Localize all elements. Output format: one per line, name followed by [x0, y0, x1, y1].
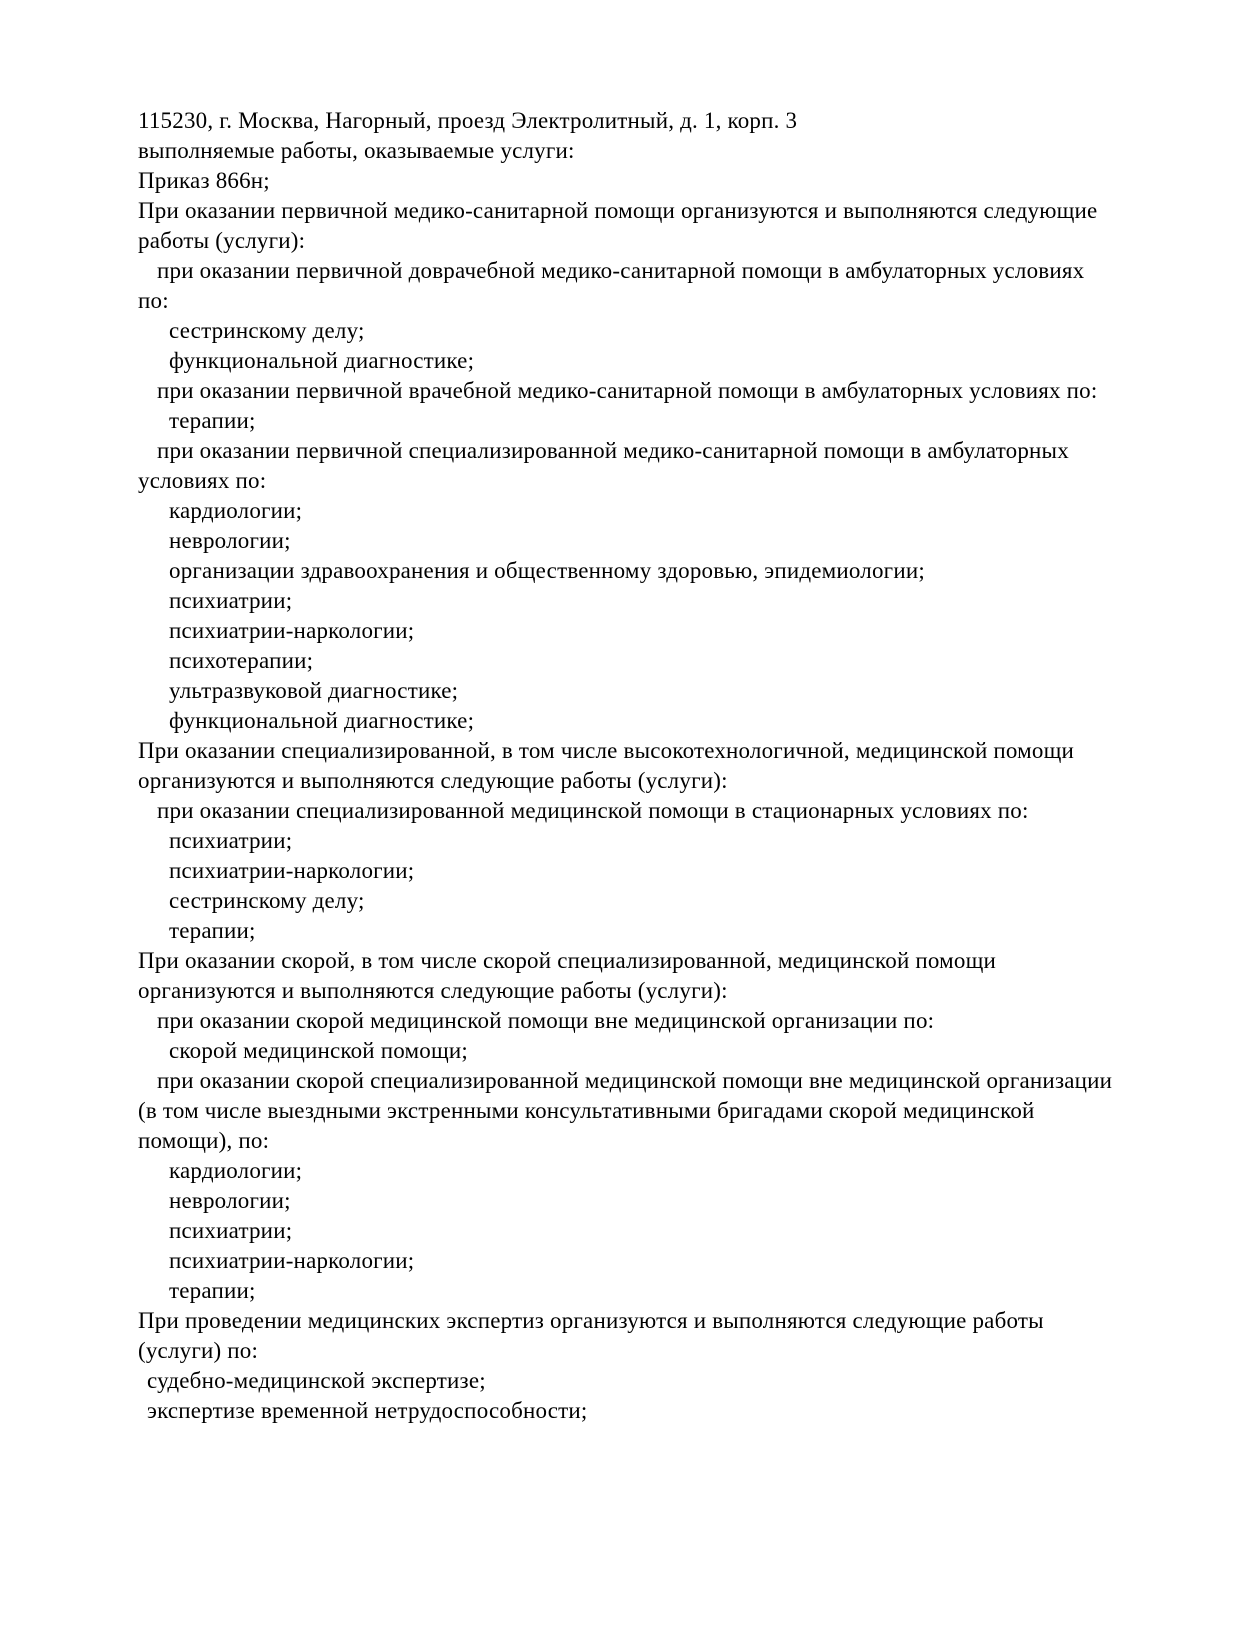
- text-line: При оказании специализированной, в том числе высокотехнологичной, медицинской помощи: [138, 738, 1075, 763]
- text-line: кардиологии;: [169, 498, 303, 523]
- text-line: неврологии;: [169, 1188, 291, 1213]
- text-line: сестринскому делу;: [169, 318, 365, 343]
- text-line: при оказании скорой медицинской помощи вне медицинской организации по:: [157, 1008, 935, 1033]
- text-line: при оказании первичной специализированной медико-санитарной помощи в амбулаторных: [157, 438, 1069, 463]
- text-line: функциональной диагностике;: [169, 708, 475, 733]
- text-line: при оказании специализированной медицинской помощи в стационарных условиях по:: [157, 798, 1029, 823]
- text-line: психиатрии-наркологии;: [169, 858, 415, 883]
- text-line: судебно-медицинской экспертизе;: [147, 1368, 486, 1393]
- text-line: работы (услуги):: [138, 228, 306, 253]
- text-line: условиях по:: [138, 468, 267, 493]
- text-line: экспертизе временной нетрудоспособности;: [147, 1398, 588, 1423]
- text-line: психиатрии;: [169, 588, 293, 613]
- text-line: психотерапии;: [169, 648, 314, 673]
- text-line: при оказании первичной врачебной медико-санитарной помощи в амбулаторных условиях по:: [157, 378, 1098, 403]
- text-line: психиатрии;: [169, 828, 293, 853]
- text-line: сестринскому делу;: [169, 888, 365, 913]
- text-line: психиатрии;: [169, 1218, 293, 1243]
- text-line: терапии;: [169, 408, 256, 433]
- text-line: при оказании первичной доврачебной медико-санитарной помощи в амбулаторных условиях: [157, 258, 1085, 283]
- text-line: при оказании скорой специализированной медицинской помощи вне медицинской организации: [157, 1068, 1113, 1093]
- text-line: терапии;: [169, 1278, 256, 1303]
- text-line: 115230, г. Москва, Нагорный, проезд Электролитный, д. 1, корп. 3: [138, 108, 798, 133]
- text-line: организуются и выполняются следующие работы (услуги):: [138, 768, 728, 793]
- text-line: (услуги) по:: [138, 1338, 259, 1363]
- license-works-text: [138, 106, 1198, 1426]
- text-line: терапии;: [169, 918, 256, 943]
- text-line: Приказ 866н;: [138, 168, 270, 193]
- text-line: кардиологии;: [169, 1158, 303, 1183]
- text-line: помощи), по:: [138, 1128, 270, 1153]
- text-line: психиатрии-наркологии;: [169, 618, 415, 643]
- text-line: (в том числе выездными экстренными консультативными бригадами скорой медицинской: [138, 1098, 1035, 1123]
- text-line: организации здравоохранения и общественному здоровью, эпидемиологии;: [169, 558, 925, 583]
- text-line: При оказании первичной медико-санитарной помощи организуются и выполняются следующие: [138, 198, 1098, 223]
- text-line: скорой медицинской помощи;: [169, 1038, 468, 1063]
- text-line: ультразвуковой диагностике;: [169, 678, 459, 703]
- text-line: организуются и выполняются следующие работы (услуги):: [138, 978, 728, 1003]
- text-line: неврологии;: [169, 528, 291, 553]
- text-line: по:: [138, 288, 169, 313]
- text-line: выполняемые работы, оказываемые услуги:: [138, 138, 575, 163]
- text-line: психиатрии-наркологии;: [169, 1248, 415, 1273]
- text-line: При оказании скорой, в том числе скорой специализированной, медицинской помощи: [138, 948, 997, 973]
- text-line: функциональной диагностике;: [169, 348, 475, 373]
- text-line: При проведении медицинских экспертиз организуются и выполняются следующие работы: [138, 1308, 1044, 1333]
